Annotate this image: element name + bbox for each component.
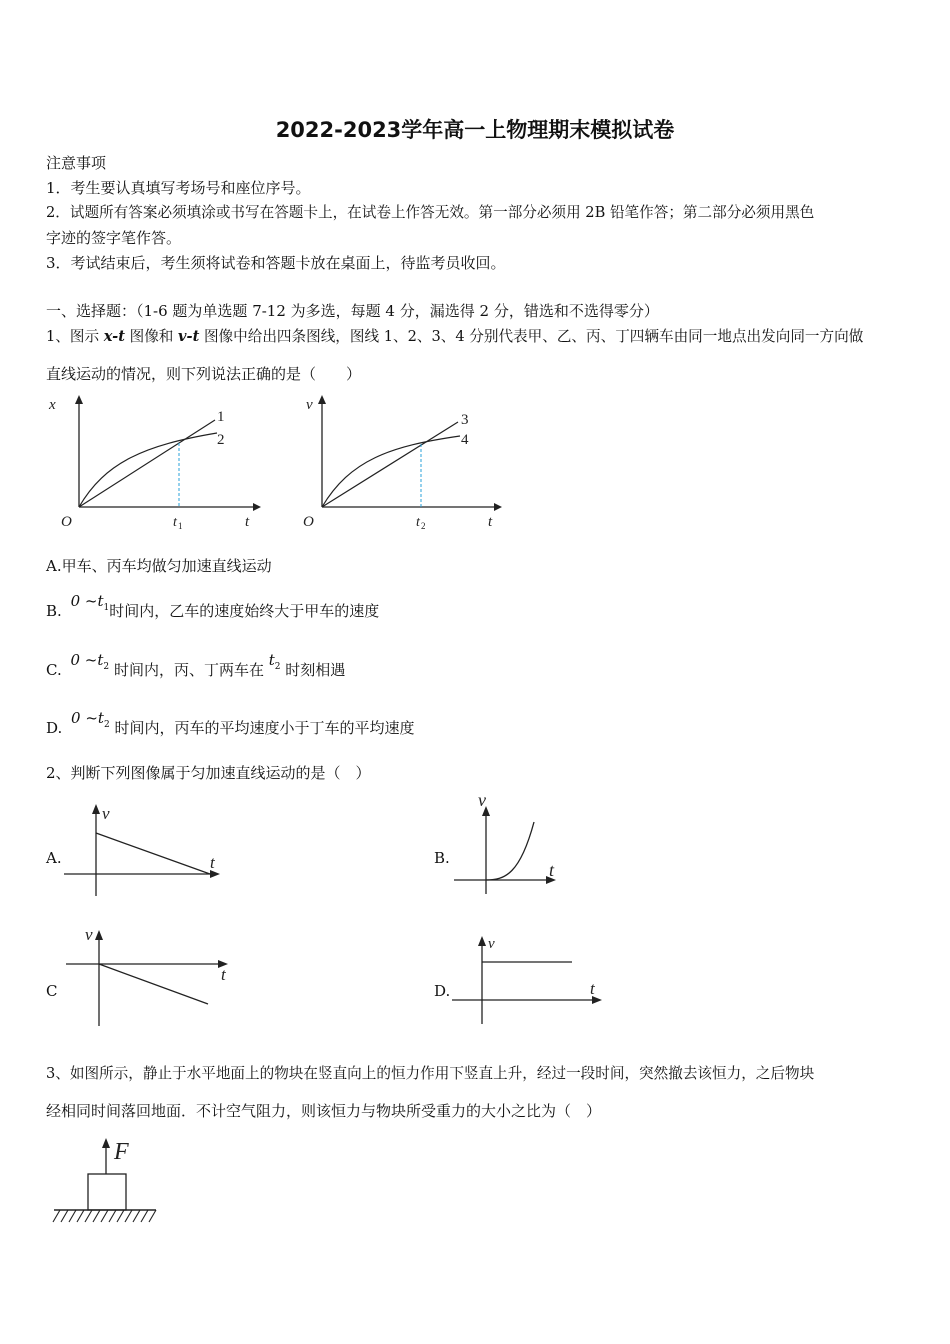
negative-line: [99, 964, 208, 1004]
notice-item-2: 2．试题所有答案必须填涂或书写在答题卡上，在试卷上作答无效。第一部分必须用 2B 铅笔作答；第二部分必须用黑色: [46, 204, 815, 221]
q1-stem-vt: v-t: [178, 328, 200, 345]
q2-option-c-label[interactable]: C: [46, 982, 58, 1000]
tick-t2-sub: 2: [421, 521, 426, 531]
x-axis-label: t: [488, 514, 493, 530]
curve-4: [322, 436, 460, 507]
q2-option-d-label[interactable]: D.: [434, 982, 451, 1000]
q3-stem-line1: 3、如图所示，静止于水平地面上的物块在竖直向上的恒力作用下竖直上升，经过一段时间，突然撤去该恒力，之后物块: [46, 1065, 815, 1082]
v-axis-arrow: [95, 930, 103, 940]
t-label: t: [210, 853, 215, 872]
option-label: B.: [46, 602, 62, 620]
option-label: C.: [46, 661, 62, 679]
q3-stem-line2: 经相同时间落回地面．不计空气阻力，则该恒力与物块所受重力的大小之比为（ ）: [46, 1102, 602, 1120]
origin-label: O: [303, 514, 314, 530]
y-axis-label: v: [306, 397, 313, 413]
label-2: 2: [217, 432, 225, 448]
q1-vt-graph: [288, 392, 508, 537]
q1-option-a[interactable]: [46, 556, 272, 576]
x-axis-arrow: [253, 503, 261, 511]
line-3: [322, 422, 458, 507]
v-axis-arrow: [478, 936, 486, 946]
decreasing-line: [96, 833, 210, 874]
y-axis-arrow: [318, 395, 326, 404]
q1-stem-c: 图像中给出四条图线，图线 1、2、3、4 分别代表甲、乙、丙、丁四辆车由同一地点出发向同一方向做: [199, 328, 864, 345]
q1-stem-a: 1、图示: [46, 328, 104, 345]
notice-heading: 注意事项: [46, 154, 107, 172]
option-range: 0 ~t: [70, 592, 104, 610]
q2-graph-d[interactable]: [450, 928, 610, 1028]
force-arrowhead: [102, 1138, 110, 1148]
q2-option-a-label[interactable]: A.: [46, 849, 62, 867]
notice-item-3: 3．考试结束后，考生须将试卷和答题卡放在桌面上，待监考员收回。: [46, 254, 506, 272]
v-label: v: [478, 790, 486, 810]
notice-item-1: 1．考生要认真填写考场号和座位序号。: [46, 179, 311, 197]
q2-graph-a[interactable]: [60, 800, 230, 900]
v-label: v: [488, 936, 495, 952]
q1-xt-graph: [45, 392, 265, 537]
v-label: v: [102, 804, 110, 823]
v-label: v: [85, 925, 93, 944]
option-mid-sub: 2: [274, 662, 281, 672]
force-label: F: [114, 1139, 129, 1165]
q1-option-d[interactable]: [46, 709, 415, 741]
origin-label: O: [61, 514, 72, 530]
tick-t1-sub: 1: [178, 521, 183, 531]
notice-item-2-cont: 字迹的签字笔作答。: [46, 229, 182, 247]
x-axis-label: t: [245, 514, 250, 530]
t-label: t: [590, 979, 595, 998]
v-axis-arrow: [92, 804, 100, 814]
q2-graph-c[interactable]: [62, 922, 242, 1032]
ground-hatching: [53, 1210, 156, 1222]
option-text-a: 时间内，丙、丁两车在: [113, 661, 264, 679]
q2-option-b-label[interactable]: B.: [434, 849, 450, 867]
curve-2: [79, 433, 217, 507]
option-range: 0 ~t: [70, 651, 104, 669]
page-title: 2022-2023学年高一上物理期末模拟试卷: [275, 118, 675, 142]
section-heading: 一、选择题：（1-6 题为单选题 7-12 为多选，每题 4 分，漏选得 2 分，错选和不选得零分）: [46, 302, 659, 320]
option-text: 甲车、丙车均做匀加速直线运动: [61, 557, 272, 575]
y-axis-label: x: [49, 397, 56, 413]
q1-stem: [46, 327, 863, 347]
t-label: t: [221, 965, 226, 984]
tick-t1: t: [173, 515, 177, 530]
option-range: 0 ~t: [71, 709, 104, 727]
option-text: 时间内，丙车的平均速度小于丁车的平均速度: [114, 719, 415, 737]
q1-stem-b: 图像和: [124, 328, 179, 345]
block: [88, 1174, 126, 1210]
option-label: D.: [46, 719, 63, 737]
q2-stem: 2、判断下列图像属于匀加速直线运动的是（ ）: [46, 764, 371, 782]
line-1: [79, 420, 215, 507]
t-label: t: [549, 860, 555, 880]
label-4: 4: [461, 432, 469, 448]
x-axis-arrow: [494, 503, 502, 511]
q1-stem-line2: 直线运动的情况，则下列说法正确的是（ ）: [46, 365, 362, 383]
rising-curve: [486, 822, 534, 880]
option-mid: t: [268, 651, 275, 669]
option-range-sub: 2: [103, 662, 110, 672]
y-axis-arrow: [75, 395, 83, 404]
option-range-sub: 2: [103, 720, 110, 730]
tick-t2: t: [416, 515, 420, 530]
label-3: 3: [461, 412, 469, 428]
option-label: A.: [46, 557, 62, 575]
option-range-sub: 1: [103, 603, 110, 613]
q1-option-b[interactable]: [46, 592, 380, 624]
q2-graph-b[interactable]: [450, 788, 570, 898]
option-text-b: 时刻相遇: [285, 661, 346, 679]
label-1: 1: [217, 409, 225, 425]
q3-force-diagram: [50, 1132, 170, 1232]
option-text: 时间内，乙车的速度始终大于甲车的速度: [109, 602, 380, 620]
q1-stem-xt: x-t: [103, 328, 125, 345]
q1-option-c[interactable]: [46, 651, 346, 683]
